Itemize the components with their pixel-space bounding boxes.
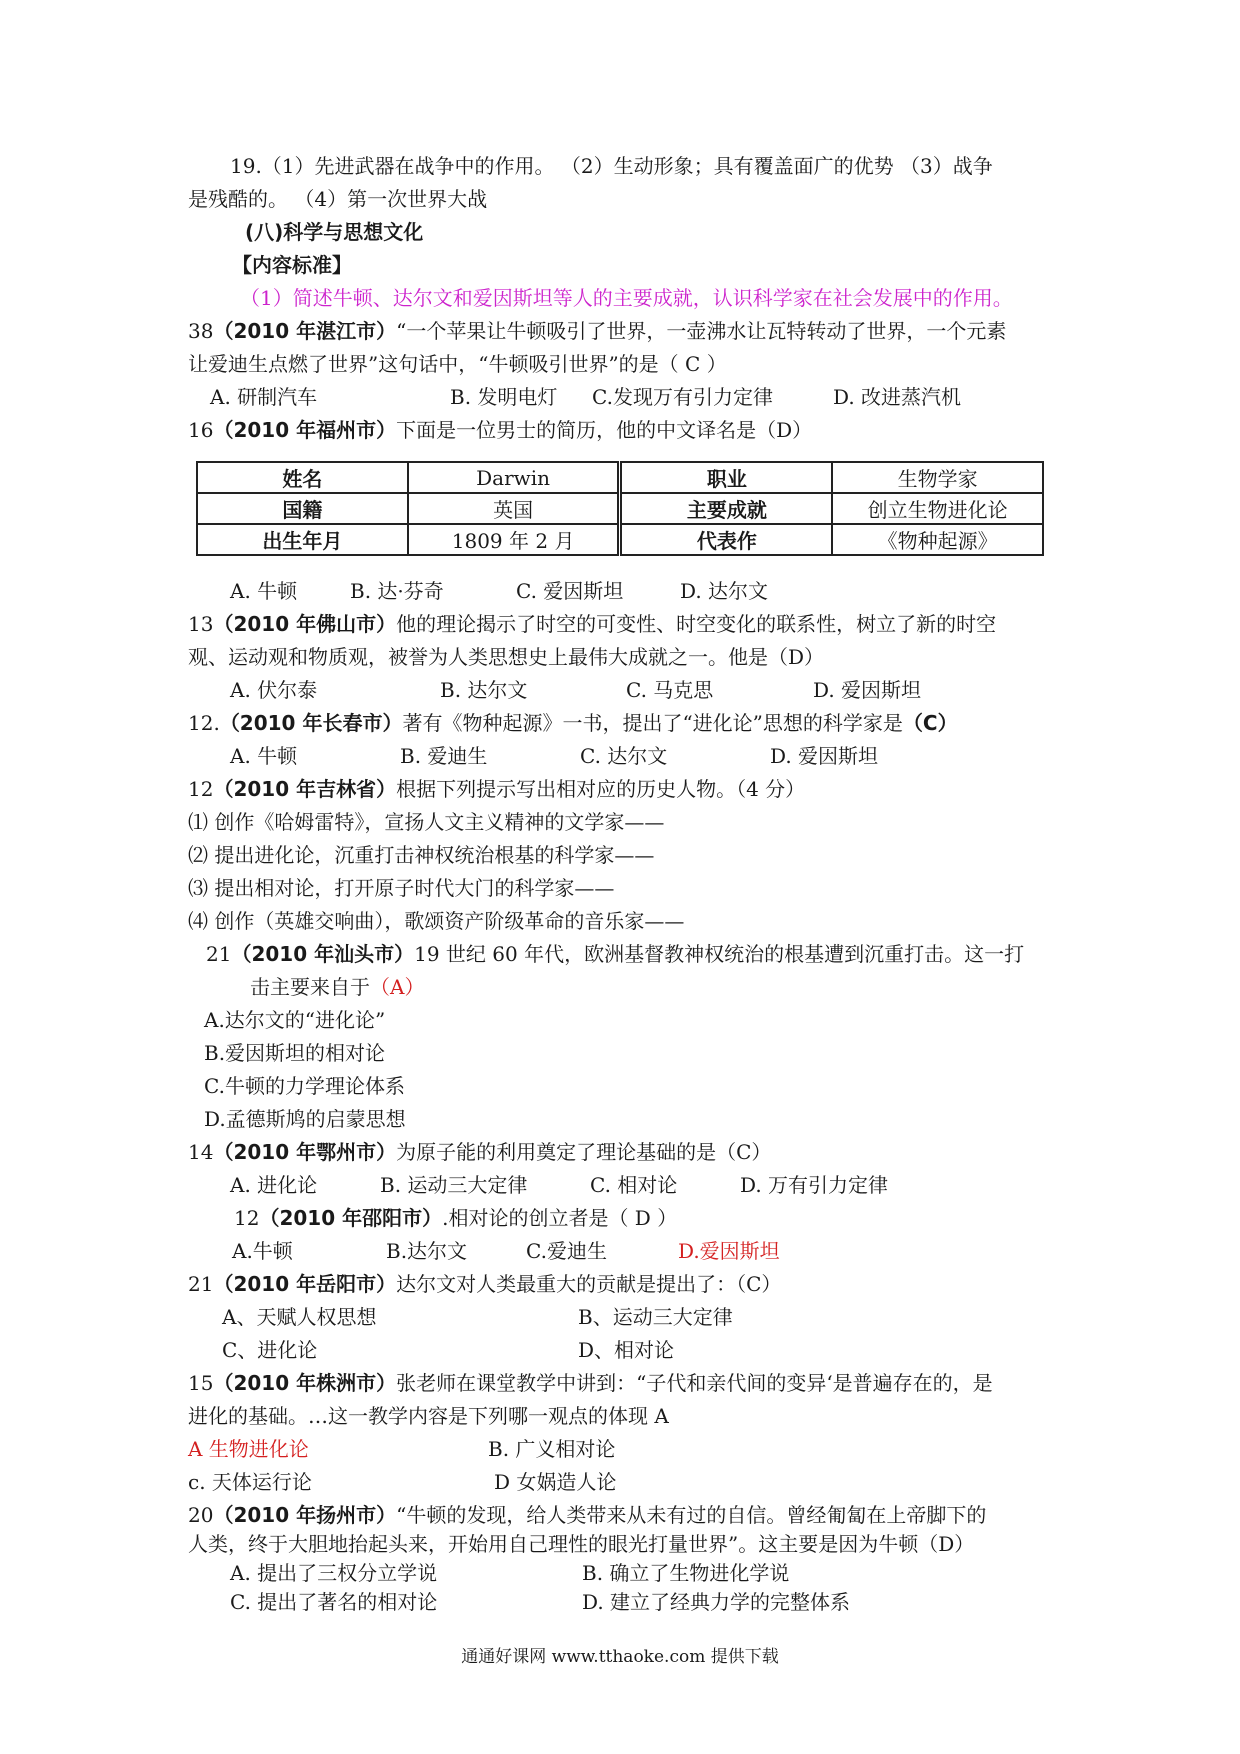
q12a-line1	[188, 709, 958, 737]
option-c: C. 相对论	[590, 1173, 678, 1197]
option-a: A. 牛顿	[230, 744, 298, 768]
q-text: .相对论的创立者是（ D ）	[442, 1206, 678, 1230]
q-text: 达尔文对人类最重大的贡献是提出了：（C）	[396, 1272, 782, 1296]
option-b: B.爱因斯坦的相对论	[204, 1041, 386, 1065]
q-text: 下面是一位男士的简历，他的中文译名是（D）	[396, 418, 813, 442]
q-text: 为原子能的利用奠定了理论基础的是（C）	[396, 1140, 772, 1164]
option-d: D、相对论	[578, 1338, 675, 1362]
q-number: 21	[188, 1272, 214, 1296]
q19-line2: 是残酷的。 （4）第一次世界大战	[188, 187, 488, 211]
option-a: A. 研制汽车	[210, 385, 318, 409]
q-text: 击主要来自于	[250, 975, 370, 999]
q12b-line1	[188, 775, 805, 803]
option-b: B. 发明电灯	[450, 385, 558, 409]
option-a: A. 提出了三权分立学说	[230, 1561, 438, 1585]
q-text: “牛顿的发现，给人类带来从未有过的自信。曾经匍匐在上帝脚下的	[396, 1503, 987, 1527]
q21a-line2	[250, 973, 424, 1001]
option-a: A.达尔文的“进化论”	[204, 1008, 386, 1032]
resume-table	[196, 461, 1044, 556]
option-b: B. 运动三大定律	[380, 1173, 528, 1197]
q-source: （2010 年鄂州市）	[213, 1140, 397, 1164]
q13-line1	[188, 610, 996, 638]
table-cell: 《物种起源》	[832, 524, 1043, 555]
option-c: C.爱迪生	[526, 1239, 607, 1263]
q-source: （2010 年湛江市）	[213, 319, 397, 343]
q21a-line1	[206, 940, 1024, 968]
q-number: 12	[188, 777, 214, 801]
q19-line1: 19.（1）先进武器在战争中的作用。 （2）生动形象；具有覆盖面广的优势 （3）战争	[230, 154, 993, 178]
table-cell: 创立生物进化论	[832, 493, 1043, 524]
standard-text: （1）简述牛顿、达尔文和爱因斯坦等人的主要成就，认识科学家在社会发展中的作用。	[240, 286, 1013, 310]
option-d: D.爱因斯坦	[678, 1239, 780, 1263]
q15-line1	[188, 1369, 993, 1397]
option-d: D. 改进蒸汽机	[833, 385, 962, 409]
q-source: （2010 年邵阳市）	[259, 1206, 443, 1230]
table-cell: 主要成就	[620, 493, 832, 524]
answer-mark: （A）	[370, 975, 425, 999]
option-c: C. 提出了著名的相对论	[230, 1590, 438, 1614]
option-b: B.达尔文	[386, 1239, 468, 1263]
table-row	[197, 524, 1043, 555]
q20-line2: 人类，终于大胆地抬起头来，开始用自己理性的眼光打量世界”。这主要是因为牛顿（D）	[188, 1532, 975, 1556]
table-cell: 英国	[408, 493, 620, 524]
q-number: 20	[188, 1503, 214, 1527]
option-a: A. 进化论	[230, 1173, 318, 1197]
option-b: B. 爱迪生	[400, 744, 488, 768]
option-a: A. 伏尔泰	[230, 678, 318, 702]
q-source: （2010 年扬州市）	[213, 1503, 397, 1527]
q38-line2: 让爱迪生点燃了世界”这句话中，“牛顿吸引世界”的是（ C ）	[188, 352, 727, 376]
option-a: A、天赋人权思想	[222, 1305, 377, 1329]
table-cell: 出生年月	[197, 524, 408, 555]
table-cell: 生物学家	[832, 462, 1043, 493]
q15-line2: 进化的基础。…这一教学内容是下列哪一观点的体现 A	[188, 1404, 669, 1428]
option-d: D. 建立了经典力学的完整体系	[582, 1590, 851, 1614]
option-b: B. 广义相对论	[488, 1437, 616, 1461]
q12c-line1	[234, 1204, 677, 1232]
option-a: A. 牛顿	[230, 579, 298, 603]
q-number: 21	[206, 942, 232, 966]
option-b: B、运动三大定律	[578, 1305, 733, 1329]
q20-line1	[188, 1501, 986, 1529]
q-source: （2010 年吉林省）	[213, 777, 397, 801]
option-d: D 女娲造人论	[494, 1470, 617, 1494]
option-b: B. 达·芬奇	[350, 579, 444, 603]
table-cell: 国籍	[197, 493, 408, 524]
q38-line1	[188, 317, 1006, 345]
option-a: A.牛顿	[232, 1239, 293, 1263]
q12b-item-2: ⑵ 提出进化论，沉重打击神权统治根基的科学家——	[188, 843, 655, 867]
table-cell: 职业	[620, 462, 832, 493]
q-number: 16	[188, 418, 214, 442]
q-source: （2010 年长春市）	[219, 711, 403, 735]
q-source: （2010 年汕头市）	[231, 942, 415, 966]
q-number: 12	[234, 1206, 260, 1230]
page-footer: 通通好课网 www.tthaoke.com 提供下载	[461, 1647, 779, 1667]
option-d: D. 万有引力定律	[740, 1173, 889, 1197]
q-number: 14	[188, 1140, 214, 1164]
option-b: B. 达尔文	[440, 678, 528, 702]
option-c: C.发现万有引力定律	[592, 385, 773, 409]
table-cell: 姓名	[197, 462, 408, 493]
q-number: 38	[188, 319, 214, 343]
option-c: C. 达尔文	[580, 744, 668, 768]
q-text: 著有《物种起源》一书，提出了“进化论”思想的科学家是	[402, 711, 903, 735]
q-text: 张老师在课堂教学中讲到：“子代和亲代间的变异‘是普遍存在的，是	[396, 1371, 993, 1395]
option-d: D. 达尔文	[680, 579, 769, 603]
table-row	[197, 493, 1043, 524]
q-source: （2010 年株洲市）	[213, 1371, 397, 1395]
option-c: c. 天体运行论	[188, 1470, 312, 1494]
q21b-line1	[188, 1270, 781, 1298]
option-c: C、进化论	[222, 1338, 318, 1362]
q13-line2: 观、运动观和物质观，被誉为人类思想史上最伟大成就之一。他是（D）	[188, 645, 825, 669]
table-cell: 1809 年 2 月	[408, 524, 620, 555]
standard-label: 【内容标准】	[232, 253, 352, 277]
q-text: 他的理论揭示了时空的可变性、时空变化的联系性，树立了新的时空	[396, 612, 997, 636]
q-source: （2010 年岳阳市）	[213, 1272, 397, 1296]
q16-line1	[188, 416, 812, 444]
table-row	[197, 462, 1043, 493]
option-c: C.牛顿的力学理论体系	[204, 1074, 405, 1098]
table-cell: 代表作	[620, 524, 832, 555]
option-c: C. 马克思	[626, 678, 714, 702]
option-d: D. 爱因斯坦	[813, 678, 922, 702]
q14-line1	[188, 1138, 771, 1166]
q-source: （2010 年佛山市）	[213, 612, 397, 636]
q-number: 13	[188, 612, 214, 636]
option-a: A 生物进化论	[188, 1437, 309, 1461]
q12b-item-1: ⑴ 创作《哈姆雷特》，宣扬人文主义精神的文学家——	[188, 810, 665, 834]
q-number: 15	[188, 1371, 214, 1395]
option-d: D.孟德斯鸠的启蒙思想	[204, 1107, 406, 1131]
q12b-item-4: ⑷ 创作（英雄交响曲），歌颂资产阶级革命的音乐家——	[188, 909, 685, 933]
option-d: D. 爱因斯坦	[770, 744, 879, 768]
option-c: C. 爱因斯坦	[516, 579, 624, 603]
q-text: 根据下列提示写出相对应的历史人物。（4 分）	[396, 777, 806, 801]
option-b: B. 确立了生物进化学说	[582, 1561, 790, 1585]
q-source: （2010 年福州市）	[213, 418, 397, 442]
q-text: “一个苹果让牛顿吸引了世界，一壶沸水让瓦特转动了世界，一个元素	[396, 319, 1007, 343]
table-cell: Darwin	[408, 462, 620, 493]
section-title: (八)科学与思想文化	[245, 220, 424, 244]
q12b-item-3: ⑶ 提出相对论，打开原子时代大门的科学家——	[188, 876, 615, 900]
q-text: 19 世纪 60 年代，欧洲基督教神权统治的根基遭到沉重打击。这一打	[414, 942, 1025, 966]
q-number: 12.	[188, 711, 220, 735]
answer-mark: （C）	[902, 711, 958, 735]
